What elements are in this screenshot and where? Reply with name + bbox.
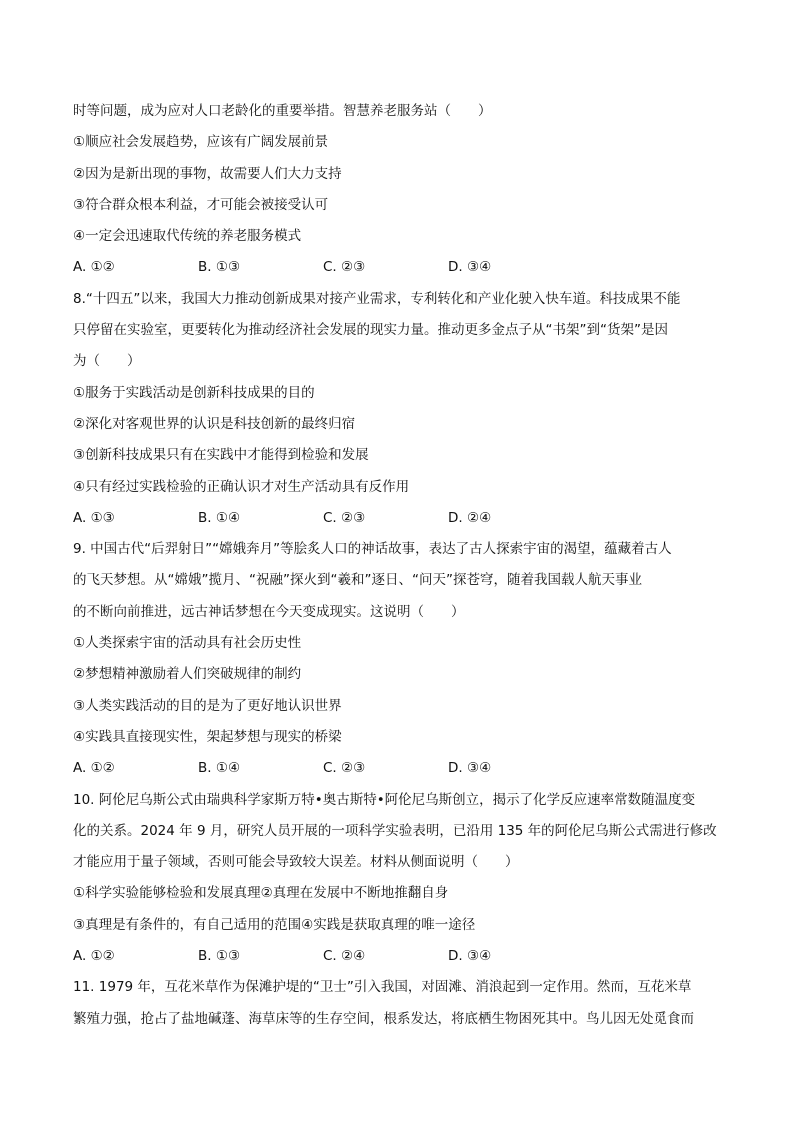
option-a: A. ①② xyxy=(73,259,115,276)
option-d: D. ②④ xyxy=(448,509,492,526)
option-d: D. ③④ xyxy=(448,760,492,777)
option-d: D. ③④ xyxy=(448,259,492,276)
question-9 xyxy=(73,540,723,777)
option-c: C. ②③ xyxy=(323,259,366,276)
option-b: B. ①③ xyxy=(198,259,241,276)
question-stem-line: 的飞天梦想。从“嫦娥”揽月、“祝融”探火到“羲和”逐日、“问天”探苍穹，随着我国载人航天事业 xyxy=(73,572,642,589)
statement-1: ①顺应社会发展趋势，应该有广阔发展前景 xyxy=(73,134,329,151)
statement-4: ④一定会迅速取代传统的养老服务模式 xyxy=(73,228,302,245)
question-stem-line: 繁殖力强，抢占了盐地碱蓬、海草床等的生存空间，根系发达，将底栖生物困死其中。鸟儿因无处觅食而 xyxy=(73,1010,694,1027)
question-stem-line: 化的关系。2024 年 9 月，研究人员开展的一项科学实验表明，已沿用 135 年的阿伦尼乌斯公式需进行修改 xyxy=(73,822,717,839)
statement-4: ④实践具直接现实性，架起梦想与现实的桥梁 xyxy=(73,728,342,745)
question-stem-line: 10. 阿伦尼乌斯公式由瑞典科学家斯万特•奥古斯特•阿伦尼乌斯创立，揭示了化学反应速率常数随温度变 xyxy=(73,791,696,808)
question-stem-line: 11. 1979 年，互花米草作为保滩护堤的“卫士”引入我国，对固滩、消浪起到一定作用。然而，互花米草 xyxy=(73,979,692,996)
statement-2: ②深化对客观世界的认识是科技创新的最终归宿 xyxy=(73,415,356,432)
question-stem: 时等问题，成为应对人口老龄化的重要举措。智慧养老服务站（ ） xyxy=(73,103,492,119)
question-8 xyxy=(73,290,723,527)
option-a: A. ①② xyxy=(73,948,115,965)
option-d: D. ③④ xyxy=(448,948,492,965)
question-stem-line: 才能应用于量子领域，否则可能会导致较大误差。材料从侧面说明（ ） xyxy=(73,854,519,871)
statement-3: ③创新科技成果只有在实践中才能得到检验和发展 xyxy=(73,447,369,464)
statement-1: ①服务于实践活动是创新科技成果的目的 xyxy=(73,384,315,401)
answer-options xyxy=(73,947,723,965)
option-c: C. ②③ xyxy=(323,760,366,777)
question-stem-line: 只停留在实验室，更要转化为推动经济社会发展的现实力量。推动更多金点子从“书架”到“货架”是因 xyxy=(73,322,668,339)
answer-options xyxy=(73,509,723,527)
statement-4: ④只有经过实践检验的正确认识才对生产活动具有反作用 xyxy=(73,478,410,495)
option-a: A. ①② xyxy=(73,760,115,777)
answer-options xyxy=(73,258,723,276)
question-11 xyxy=(73,978,723,1027)
option-c: C. ②③ xyxy=(323,509,366,526)
statement-3: ③符合群众根本利益，才可能会被接受认可 xyxy=(73,196,329,213)
statement-2: ②因为是新出现的事物，故需要人们大力支持 xyxy=(73,165,342,182)
option-c: C. ②④ xyxy=(323,948,366,965)
statement-1-2: ①科学实验能够检验和发展真理②真理在发展中不断地推翻自身 xyxy=(73,885,449,902)
statement-3: ③人类实践活动的目的是为了更好地认识世界 xyxy=(73,697,342,714)
option-a: A. ①③ xyxy=(73,509,115,526)
question-stem-line: 为（ ） xyxy=(73,353,141,370)
option-b: B. ①④ xyxy=(198,760,241,777)
statement-1: ①人类探索宇宙的活动具有社会历史性 xyxy=(73,635,302,652)
option-b: B. ①④ xyxy=(198,509,241,526)
statement-2: ②梦想精神激励着人们突破规律的制约 xyxy=(73,666,302,683)
question-stem-line: 8.“十四五”以来，我国大力推动创新成果对接产业需求，专利转化和产业化驶入快车道。科技成果不能 xyxy=(73,290,681,307)
question-10 xyxy=(73,791,723,965)
answer-options xyxy=(73,759,723,777)
option-b: B. ①③ xyxy=(198,948,241,965)
statement-3-4: ③真理是有条件的，有自己适用的范围④实践是获取真理的唯一途径 xyxy=(73,916,476,933)
question-stem-line: 9. 中国古代“后羿射日”“嫦娥奔月”等脍炙人口的神话故事，表达了古人探索宇宙的渴望，蕴藏着古人 xyxy=(73,541,672,558)
question-7 xyxy=(73,102,723,276)
question-stem-line: 的不断向前推进，远古神话梦想在今天变成现实。这说明（ ） xyxy=(73,603,465,620)
exam-page xyxy=(73,102,723,1041)
